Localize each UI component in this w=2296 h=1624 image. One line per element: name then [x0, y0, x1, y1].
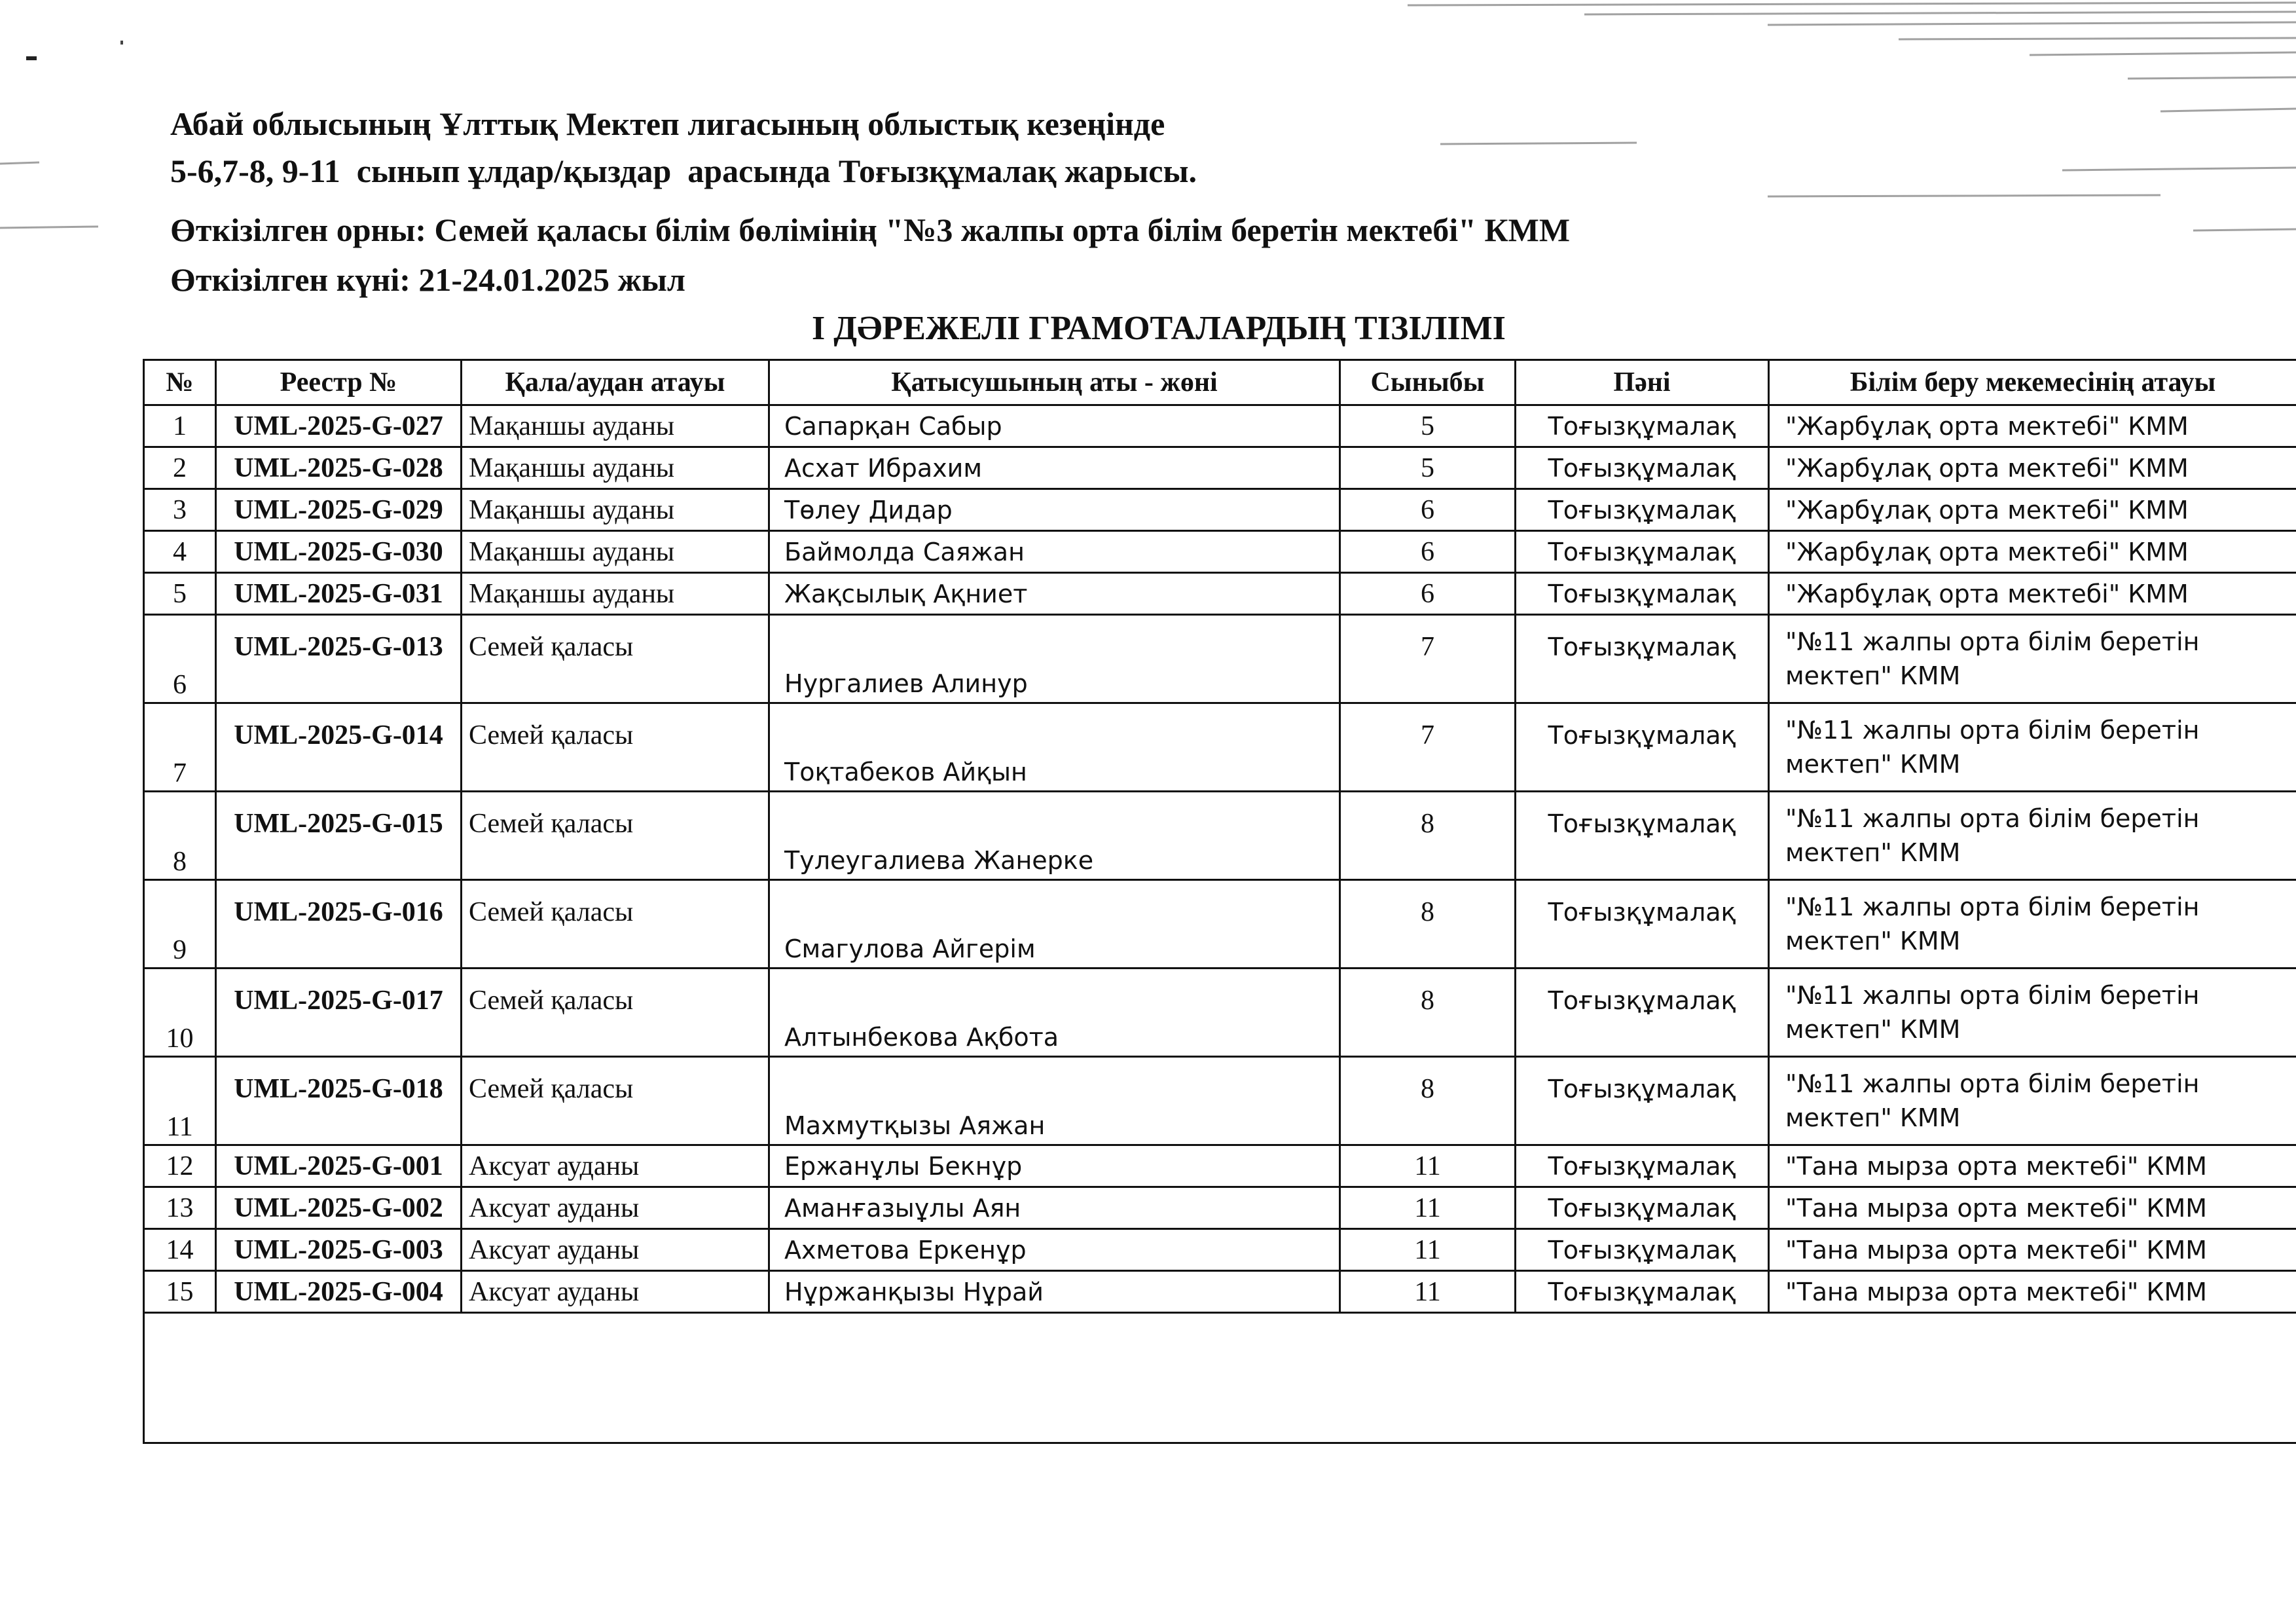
participant-name: Төлеу Дидар — [769, 489, 1340, 531]
school-name: "Тана мырза орта мектебі" КММ — [1769, 1229, 2296, 1271]
table-row — [144, 880, 2296, 969]
city-name: Мақаншы ауданы — [462, 405, 769, 447]
subject-name: Тоғызқұмалақ — [1516, 969, 1769, 1057]
city-name: Семей қаласы — [462, 969, 769, 1057]
subject-name: Тоғызқұмалақ — [1516, 880, 1769, 969]
participant-name: Жақсылық Ақниет — [769, 573, 1340, 615]
participant-name: Баймолда Саяжан — [769, 531, 1340, 573]
table-body — [144, 405, 2296, 1443]
row-number: 5 — [144, 573, 216, 615]
city-name: Аксуат ауданы — [462, 1271, 769, 1313]
header-date: Өткізілген күні: 21-24.01.2025 жыл — [170, 261, 685, 298]
grade-value: 8 — [1340, 1057, 1516, 1145]
subject-name: Тоғызқұмалақ — [1516, 573, 1769, 615]
column-header-registry: Реестр № — [216, 360, 462, 405]
row-number: 4 — [144, 531, 216, 573]
empty-table-row — [144, 1313, 2296, 1443]
grade-value: 7 — [1340, 615, 1516, 703]
participant-name: Нургалиев Алинур — [769, 615, 1340, 703]
participant-name: Ержанұлы Бекнұр — [769, 1145, 1340, 1187]
registry-number: UML-2025-G-030 — [216, 531, 462, 573]
row-number: 13 — [144, 1187, 216, 1229]
row-number: 9 — [144, 880, 216, 969]
row-number: 12 — [144, 1145, 216, 1187]
registry-number: UML-2025-G-017 — [216, 969, 462, 1057]
school-name: "№11 жалпы орта білім беретін мектеп" КММ — [1769, 1057, 2296, 1145]
table-row — [144, 1145, 2296, 1187]
grade-value: 11 — [1340, 1271, 1516, 1313]
participant-name: Сапарқан Сабыр — [769, 405, 1340, 447]
row-number: 1 — [144, 405, 216, 447]
school-name: "№11 жалпы орта білім беретін мектеп" КММ — [1769, 703, 2296, 792]
city-name: Семей қаласы — [462, 703, 769, 792]
header-line-2: 5-6,7-8, 9-11 сынып ұлдар/қыздар арасында Тоғызқұмалақ жарысы. — [170, 153, 1197, 189]
city-name: Семей қаласы — [462, 880, 769, 969]
city-name: Мақаншы ауданы — [462, 447, 769, 489]
row-number: 15 — [144, 1271, 216, 1313]
school-name: "Тана мырза орта мектебі" КММ — [1769, 1187, 2296, 1229]
school-name: "Жарбұлақ орта мектебі" КММ — [1769, 447, 2296, 489]
table-row — [144, 1187, 2296, 1229]
header-line-1: Абай облысының Ұлттық Мектеп лигасының облыстық кезеңінде — [170, 105, 1165, 142]
subject-name: Тоғызқұмалақ — [1516, 531, 1769, 573]
subject-name: Тоғызқұмалақ — [1516, 489, 1769, 531]
participant-name: Аманғазыұлы Аян — [769, 1187, 1340, 1229]
grade-value: 6 — [1340, 531, 1516, 573]
table-row — [144, 1271, 2296, 1313]
registry-number: UML-2025-G-031 — [216, 573, 462, 615]
subject-name: Тоғызқұмалақ — [1516, 405, 1769, 447]
grade-value: 8 — [1340, 792, 1516, 880]
participant-name: Нұржанқызы Нұрай — [769, 1271, 1340, 1313]
participant-name: Тоқтабеков Айқын — [769, 703, 1340, 792]
certificates-table-container — [143, 359, 2296, 1444]
row-number: 6 — [144, 615, 216, 703]
row-number: 2 — [144, 447, 216, 489]
header-venue: Өткізілген орны: Семей қаласы білім бөлімінің "№3 жалпы орта білім беретін мектебі" КММ — [170, 212, 1571, 248]
school-name: "Жарбұлақ орта мектебі" КММ — [1769, 531, 2296, 573]
participant-name: Тулеугалиева Жанерке — [769, 792, 1340, 880]
subject-name: Тоғызқұмалақ — [1516, 792, 1769, 880]
city-name: Аксуат ауданы — [462, 1229, 769, 1271]
table-row — [144, 1229, 2296, 1271]
registry-number: UML-2025-G-028 — [216, 447, 462, 489]
document-title: І ДӘРЕЖЕЛІ ГРАМОТАЛАРДЫҢ ТІЗІЛІМІ — [812, 310, 1506, 347]
registry-number: UML-2025-G-027 — [216, 405, 462, 447]
school-name: "Тана мырза орта мектебі" КММ — [1769, 1145, 2296, 1187]
column-header-participant: Қатысушының аты - жөні — [769, 360, 1340, 405]
grade-value: 11 — [1340, 1229, 1516, 1271]
city-name: Семей қаласы — [462, 792, 769, 880]
table-row — [144, 531, 2296, 573]
city-name: Семей қаласы — [462, 1057, 769, 1145]
city-name: Аксуат ауданы — [462, 1187, 769, 1229]
grade-value: 6 — [1340, 489, 1516, 531]
grade-value: 7 — [1340, 703, 1516, 792]
column-header-city: Қала/аудан атауы — [462, 360, 769, 405]
grade-value: 11 — [1340, 1187, 1516, 1229]
table-row — [144, 405, 2296, 447]
certificates-table — [143, 359, 2296, 1444]
subject-name: Тоғызқұмалақ — [1516, 615, 1769, 703]
table-row — [144, 792, 2296, 880]
school-name: "Жарбұлақ орта мектебі" КММ — [1769, 573, 2296, 615]
school-name: "Жарбұлақ орта мектебі" КММ — [1769, 489, 2296, 531]
participant-name: Алтынбекова Ақбота — [769, 969, 1340, 1057]
table-row — [144, 969, 2296, 1057]
registry-number: UML-2025-G-003 — [216, 1229, 462, 1271]
column-header-school: Білім беру мекемесінің атауы — [1769, 360, 2296, 405]
row-number: 14 — [144, 1229, 216, 1271]
registry-number: UML-2025-G-001 — [216, 1145, 462, 1187]
subject-name: Тоғызқұмалақ — [1516, 1271, 1769, 1313]
registry-number: UML-2025-G-014 — [216, 703, 462, 792]
column-header-grade: Сыныбы — [1340, 360, 1516, 405]
row-number: 7 — [144, 703, 216, 792]
registry-number: UML-2025-G-016 — [216, 880, 462, 969]
table-row — [144, 1057, 2296, 1145]
table-row — [144, 573, 2296, 615]
table-row — [144, 615, 2296, 703]
table-row — [144, 447, 2296, 489]
registry-number: UML-2025-G-004 — [216, 1271, 462, 1313]
column-header-number: № — [144, 360, 216, 405]
city-name: Аксуат ауданы — [462, 1145, 769, 1187]
grade-value: 5 — [1340, 405, 1516, 447]
row-number: 3 — [144, 489, 216, 531]
registry-number: UML-2025-G-015 — [216, 792, 462, 880]
school-name: "№11 жалпы орта білім беретін мектеп" КММ — [1769, 969, 2296, 1057]
registry-number: UML-2025-G-002 — [216, 1187, 462, 1229]
participant-name: Смагулова Айгерім — [769, 880, 1340, 969]
row-number: 11 — [144, 1057, 216, 1145]
grade-value: 11 — [1340, 1145, 1516, 1187]
participant-name: Махмутқызы Аяжан — [769, 1057, 1340, 1145]
registry-number: UML-2025-G-018 — [216, 1057, 462, 1145]
subject-name: Тоғызқұмалақ — [1516, 447, 1769, 489]
school-name: "№11 жалпы орта білім беретін мектеп" КММ — [1769, 880, 2296, 969]
school-name: "Жарбұлақ орта мектебі" КММ — [1769, 405, 2296, 447]
participant-name: Асхат Ибрахим — [769, 447, 1340, 489]
school-name: "№11 жалпы орта білім беретін мектеп" КММ — [1769, 615, 2296, 703]
city-name: Мақаншы ауданы — [462, 573, 769, 615]
column-header-subject: Пәні — [1516, 360, 1769, 405]
city-name: Семей қаласы — [462, 615, 769, 703]
grade-value: 5 — [1340, 447, 1516, 489]
grade-value: 8 — [1340, 880, 1516, 969]
row-number: 8 — [144, 792, 216, 880]
city-name: Мақаншы ауданы — [462, 531, 769, 573]
city-name: Мақаншы ауданы — [462, 489, 769, 531]
school-name: "Тана мырза орта мектебі" КММ — [1769, 1271, 2296, 1313]
table-row — [144, 703, 2296, 792]
table-header-row — [144, 360, 2296, 405]
row-number: 10 — [144, 969, 216, 1057]
subject-name: Тоғызқұмалақ — [1516, 703, 1769, 792]
registry-number: UML-2025-G-013 — [216, 615, 462, 703]
subject-name: Тоғызқұмалақ — [1516, 1229, 1769, 1271]
registry-number: UML-2025-G-029 — [216, 489, 462, 531]
subject-name: Тоғызқұмалақ — [1516, 1145, 1769, 1187]
subject-name: Тоғызқұмалақ — [1516, 1187, 1769, 1229]
subject-name: Тоғызқұмалақ — [1516, 1057, 1769, 1145]
table-row — [144, 489, 2296, 531]
participant-name: Ахметова Еркенұр — [769, 1229, 1340, 1271]
grade-value: 8 — [1340, 969, 1516, 1057]
school-name: "№11 жалпы орта білім беретін мектеп" КММ — [1769, 792, 2296, 880]
empty-cell — [144, 1313, 2296, 1443]
grade-value: 6 — [1340, 573, 1516, 615]
